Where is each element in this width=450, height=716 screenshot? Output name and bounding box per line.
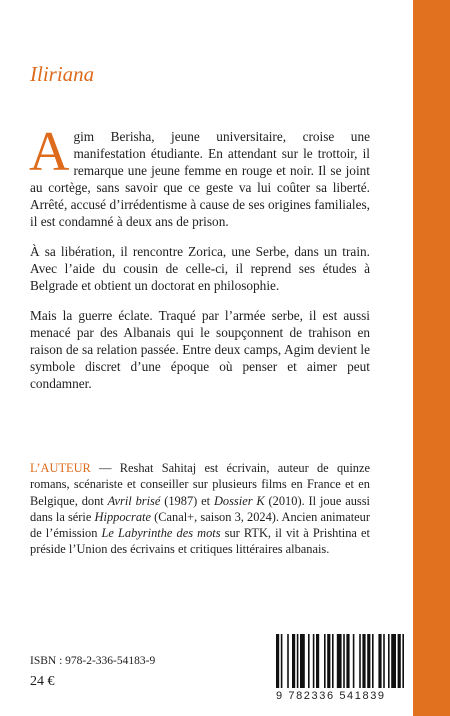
author-bio xyxy=(30,460,370,558)
price-text: 24 € xyxy=(30,674,55,689)
barcode-bar xyxy=(287,634,289,688)
barcode-bar xyxy=(362,634,365,688)
barcode-bar xyxy=(378,634,381,688)
barcode-bar xyxy=(332,634,334,688)
barcode-bar xyxy=(383,634,385,688)
blurb-paragraph-1 xyxy=(29,121,370,230)
show-title: Le Labyrinthe des mots xyxy=(101,526,221,541)
barcode-bar xyxy=(327,634,330,688)
blurb-paragraph-3: Mais la guerre éclate. Traqué par l’armée serbe, il est aussi menacé par des Albanais qui le soupçonnent de trahison en raison de sa relation passée. Entre deux camps, Agim devient le symbole discret d’une époque où penser et aimer peut condamner. xyxy=(30,308,370,391)
book-title-dossier-k: Dossier K xyxy=(213,493,265,508)
author-bio-text-3: (2010). Il joue aussi dans la série xyxy=(30,493,370,524)
author-label: L’AUTEUR xyxy=(30,461,91,475)
barcode-bars xyxy=(270,634,410,690)
barcode-bar xyxy=(313,634,315,688)
barcode-bar xyxy=(300,634,305,688)
author-bio-text-1: — Reshat Sahitaj est écrivain, auteur de quinze romans, scénariste et conseiller sur plusieurs films en France et en Belgique, dont xyxy=(30,461,370,508)
barcode-bar xyxy=(367,634,370,688)
author-bio-text-2: (1987) et xyxy=(160,493,214,508)
barcode-bar xyxy=(281,634,283,688)
barcode-number: 9 782336 541839 xyxy=(276,690,386,702)
book-title-avril-brise: Avril brisé xyxy=(107,493,161,508)
back-cover-blurb xyxy=(29,121,370,405)
author-bio-text-4: (Canal+, saison 3, 2024). Ancien animateur de l’émission xyxy=(30,509,370,541)
barcode-bar xyxy=(343,634,345,688)
isbn-text: ISBN : 978-2-336-54183-9 xyxy=(30,655,156,667)
barcode-bar xyxy=(398,634,401,688)
author-bio-text-5: sur RTK, il vit à Prishtina et préside l’Union des écrivains et critiques littéraires albanais. xyxy=(30,526,370,557)
barcode-bar xyxy=(324,634,326,688)
barcode-bar xyxy=(359,634,361,688)
book-title: Iliriana xyxy=(30,62,95,86)
barcode-bar xyxy=(391,634,396,688)
barcode-bar xyxy=(297,634,299,688)
barcode-bar xyxy=(353,634,355,688)
barcode-bar xyxy=(308,634,310,688)
barcode-bar xyxy=(388,634,390,688)
blurb-paragraph-2: À sa libération, il rencontre Zorica, une Serbe, dans un train. Avec l’aide du cousin de celle-ci, il reprend ses études à Belgrade et obtient un doctorat en philosophie. xyxy=(30,244,370,293)
barcode-bar xyxy=(346,634,349,688)
barcode-bar xyxy=(292,634,295,688)
blurb-paragraph-1-text: gim Berisha, jeune universitaire, croise une manifestation étudiante. En attendant sur le trottoir, il remarque une jeune femme en rouge et noir. Il se joint au cortège, sans savoir que ce geste va lui coûter sa liberté. Arrêté, accusé d’irrédentisme à cause de ses origines familiales, il est condamné à deux ans de prison. xyxy=(30,129,370,229)
barcode-bar xyxy=(276,634,279,688)
barcode-bar xyxy=(337,634,342,688)
series-title: Hippocrate xyxy=(94,509,151,524)
drop-cap-letter: A xyxy=(29,121,70,183)
barcode-bar xyxy=(402,634,404,688)
barcode-bar xyxy=(372,634,374,688)
barcode-bar xyxy=(316,634,319,688)
orange-side-band xyxy=(413,0,450,716)
